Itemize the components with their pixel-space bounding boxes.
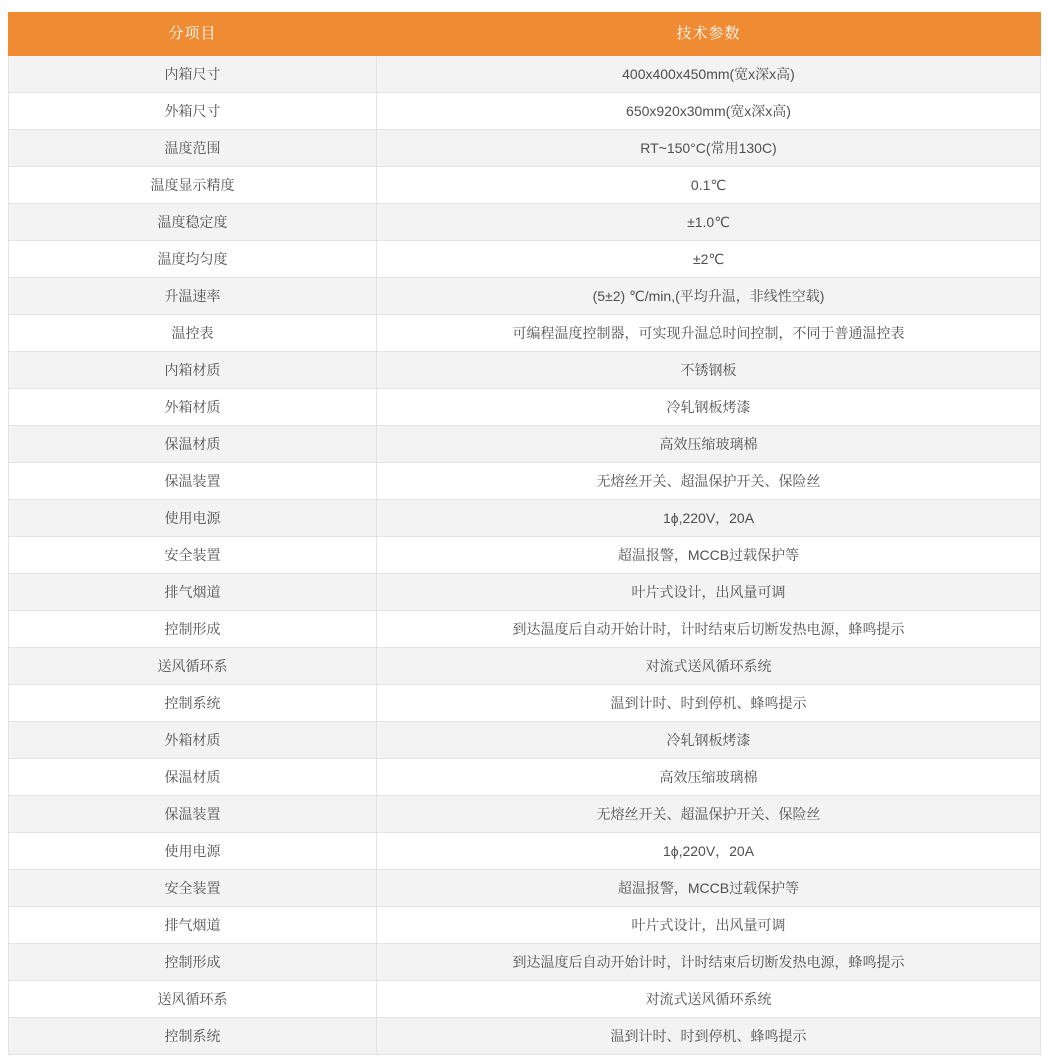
cell-parameter: 对流式送风循环系统: [377, 981, 1041, 1018]
cell-item: 升温速率: [9, 278, 377, 315]
cell-parameter: 不锈钢板: [377, 352, 1041, 389]
cell-parameter: 无熔丝开关、超温保护开关、保险丝: [377, 463, 1041, 500]
cell-item: 外箱材质: [9, 722, 377, 759]
table-row: [9, 870, 1041, 907]
cell-item: 外箱材质: [9, 389, 377, 426]
cell-parameter: 400x400x450mm(宽x深x高): [377, 56, 1041, 93]
cell-item: 使用电源: [9, 833, 377, 870]
table-row: [9, 56, 1041, 93]
cell-parameter: 冷轧钢板烤漆: [377, 389, 1041, 426]
cell-parameter: 叶片式设计，出风量可调: [377, 574, 1041, 611]
cell-item: 内箱尺寸: [9, 56, 377, 93]
table-row: [9, 944, 1041, 981]
table-row: [9, 315, 1041, 352]
cell-parameter: 650x920x30mm(宽x深x高): [377, 93, 1041, 130]
cell-item: 保温装置: [9, 796, 377, 833]
cell-parameter: 可编程温度控制器，可实现升温总时间控制，不同于普通温控表: [377, 315, 1041, 352]
cell-item: 送风循环系: [9, 648, 377, 685]
table-row: [9, 611, 1041, 648]
table-row: [9, 389, 1041, 426]
table-row: [9, 167, 1041, 204]
cell-parameter: 叶片式设计，出风量可调: [377, 907, 1041, 944]
table-row: [9, 463, 1041, 500]
cell-item: 温度稳定度: [9, 204, 377, 241]
cell-parameter: 温到计时、时到停机、蜂鸣提示: [377, 685, 1041, 722]
cell-parameter: 冷轧钢板烤漆: [377, 722, 1041, 759]
cell-parameter: 无熔丝开关、超温保护开关、保险丝: [377, 796, 1041, 833]
table-row: [9, 500, 1041, 537]
column-header-item: 分项目: [9, 13, 377, 56]
table-header-row: [9, 13, 1041, 56]
cell-item: 安全装置: [9, 537, 377, 574]
cell-item: 控制形成: [9, 611, 377, 648]
cell-parameter: 高效压缩玻璃棉: [377, 426, 1041, 463]
table-row: [9, 907, 1041, 944]
table-row: [9, 130, 1041, 167]
cell-item: 外箱尺寸: [9, 93, 377, 130]
cell-parameter: (5±2) ℃/min,(平均升温，非线性空载): [377, 278, 1041, 315]
table-row: [9, 685, 1041, 722]
table-row: [9, 241, 1041, 278]
cell-parameter: 到达温度后自动开始计时，计时结束后切断发热电源，蜂鸣提示: [377, 944, 1041, 981]
cell-item: 保温装置: [9, 463, 377, 500]
cell-item: 温控表: [9, 315, 377, 352]
cell-parameter: 到达温度后自动开始计时，计时结束后切断发热电源，蜂鸣提示: [377, 611, 1041, 648]
cell-parameter: 0.1℃: [377, 167, 1041, 204]
cell-parameter: 对流式送风循环系统: [377, 648, 1041, 685]
cell-parameter: 1ϕ,220V，20A: [377, 833, 1041, 870]
cell-item: 排气烟道: [9, 907, 377, 944]
table-row: [9, 796, 1041, 833]
table-row: [9, 426, 1041, 463]
specification-table: [8, 12, 1041, 1055]
table-row: [9, 981, 1041, 1018]
cell-parameter: RT~150°C(常用130C): [377, 130, 1041, 167]
cell-parameter: 高效压缩玻璃棉: [377, 759, 1041, 796]
cell-parameter: 1ϕ,220V，20A: [377, 500, 1041, 537]
table-row: [9, 574, 1041, 611]
cell-item: 安全装置: [9, 870, 377, 907]
cell-parameter: ±2℃: [377, 241, 1041, 278]
cell-item: 控制形成: [9, 944, 377, 981]
cell-item: 控制系统: [9, 685, 377, 722]
cell-item: 送风循环系: [9, 981, 377, 1018]
cell-item: 使用电源: [9, 500, 377, 537]
column-header-param: 技术参数: [377, 13, 1041, 56]
cell-parameter: 温到计时、时到停机、蜂鸣提示: [377, 1018, 1041, 1055]
table-row: [9, 537, 1041, 574]
cell-item: 保温材质: [9, 759, 377, 796]
table-row: [9, 833, 1041, 870]
table-row: [9, 204, 1041, 241]
table-row: [9, 93, 1041, 130]
table-body: [9, 56, 1041, 1055]
cell-item: 控制系统: [9, 1018, 377, 1055]
table-row: [9, 648, 1041, 685]
cell-item: 排气烟道: [9, 574, 377, 611]
table-row: [9, 352, 1041, 389]
cell-parameter: 超温报警，MCCB过载保护等: [377, 870, 1041, 907]
cell-item: 温度均匀度: [9, 241, 377, 278]
table-row: [9, 759, 1041, 796]
cell-item: 温度显示精度: [9, 167, 377, 204]
cell-parameter: 超温报警，MCCB过载保护等: [377, 537, 1041, 574]
cell-item: 温度范围: [9, 130, 377, 167]
table-row: [9, 1018, 1041, 1055]
cell-parameter: ±1.0℃: [377, 204, 1041, 241]
table-row: [9, 722, 1041, 759]
table-row: [9, 278, 1041, 315]
cell-item: 内箱材质: [9, 352, 377, 389]
cell-item: 保温材质: [9, 426, 377, 463]
table-header: [9, 13, 1041, 56]
